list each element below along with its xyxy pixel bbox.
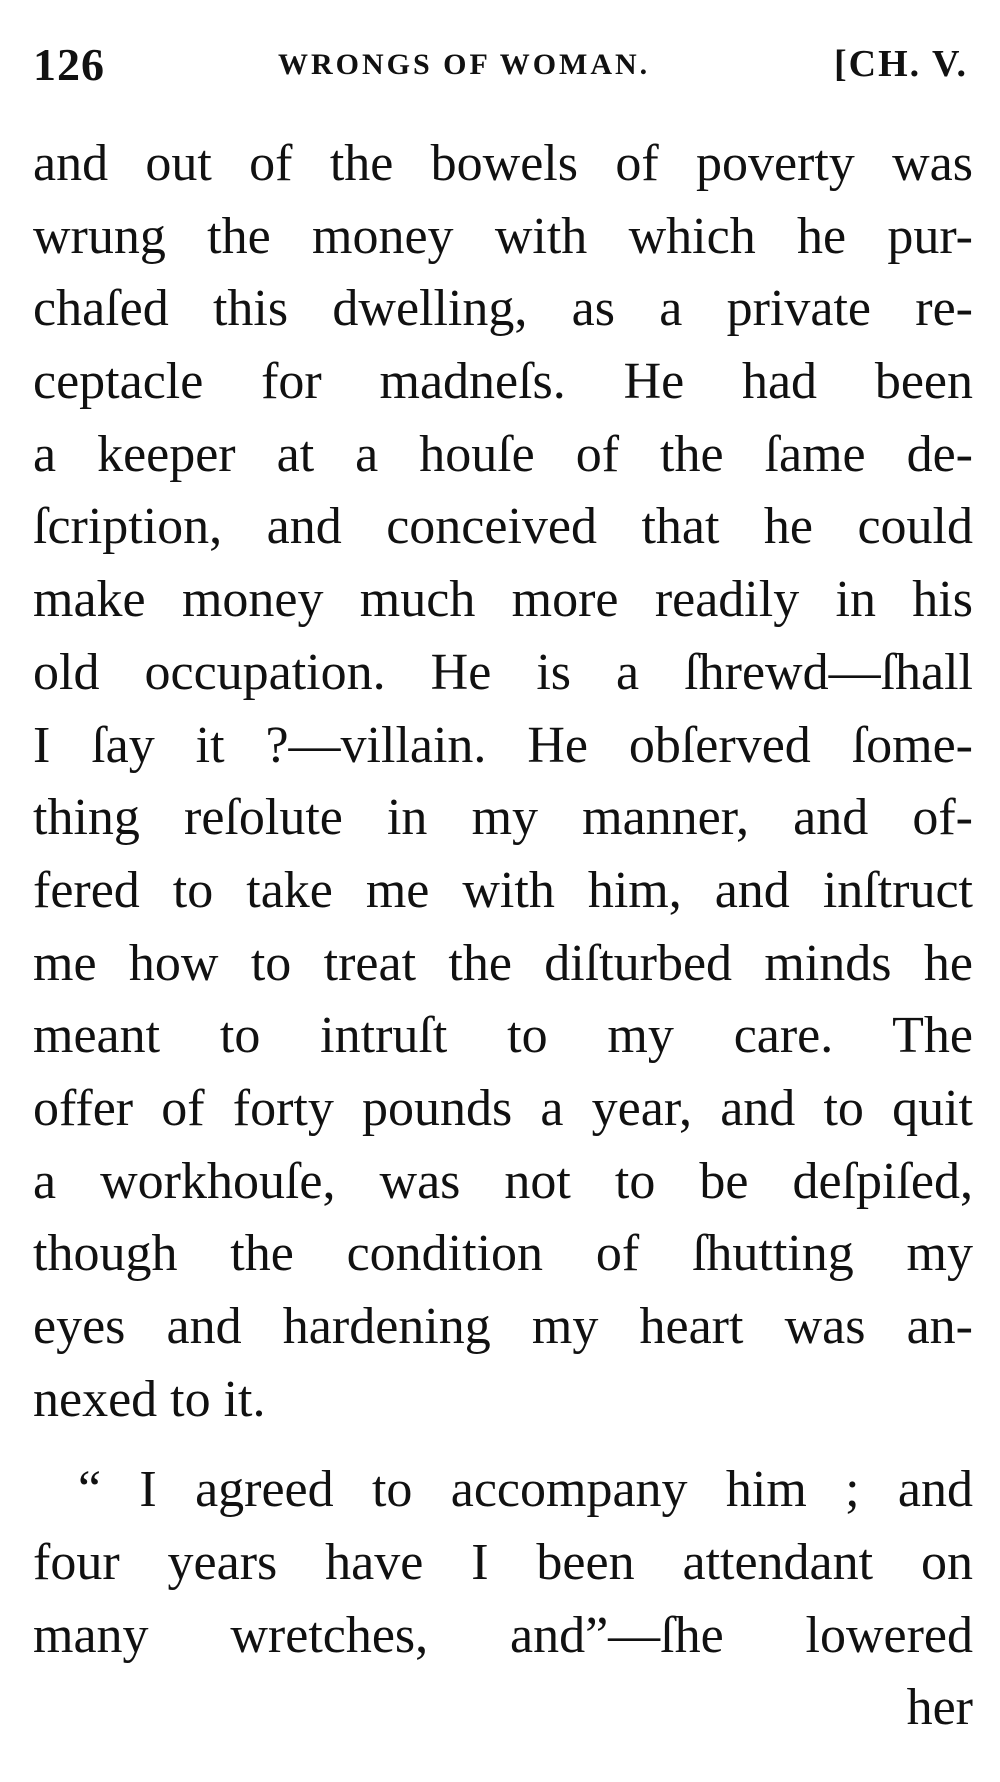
text-line: meant to intruſt to my care. The [33, 1007, 973, 1065]
text-line: eyes and hardening my heart was an- [33, 1298, 973, 1355]
text-line: a workhouſe, was not to be deſpiſed, [33, 1152, 973, 1210]
text-line: offer of forty pounds a year, and to quit [33, 1079, 973, 1137]
running-title: WRONGS OF WOMAN. [278, 48, 651, 81]
text-line: nexed to it. [33, 1370, 266, 1428]
text-line: fered to take me with him, and inſtruct [33, 861, 973, 919]
text-line: and out of the bowels of poverty was [33, 135, 973, 192]
text-line: chaſed this dwelling, as a private re- [33, 280, 973, 338]
text-line: thing reſolute in my manner, and of- [33, 789, 973, 847]
chapter-reference: [CH. V. [833, 43, 968, 85]
text-line: old occupation. He is a ſhrewd—ſhall [33, 643, 973, 701]
text-line: four years have I been attendant on [33, 1534, 973, 1592]
page-number: 126 [33, 39, 105, 90]
text-line: wrung the money with which he pur- [33, 207, 973, 265]
text-line: I ſay it ?—villain. He obſerved ſome- [33, 716, 973, 774]
text-line: “ I agreed to accompany him ; and [78, 1461, 973, 1519]
paragraph-gap [33, 1436, 973, 1454]
text-line: though the condition of ſhutting my [33, 1225, 973, 1283]
text-line: ſcription, and conceived that he could [33, 498, 973, 556]
text-line: a keeper at a houſe of the ſame de- [33, 425, 973, 483]
body-text [33, 128, 973, 1745]
catchword: her [906, 1679, 973, 1737]
text-line: ceptacle for madneſs. He had been [33, 353, 973, 411]
text-line: me how to treat the diſturbed minds he [33, 934, 973, 992]
paragraph [33, 128, 973, 1436]
paragraph [33, 1454, 973, 1745]
running-head [33, 38, 973, 98]
text-line: many wretches, and”—ſhe lowered [33, 1606, 973, 1664]
text-line: make money much more readily in his [33, 571, 973, 629]
